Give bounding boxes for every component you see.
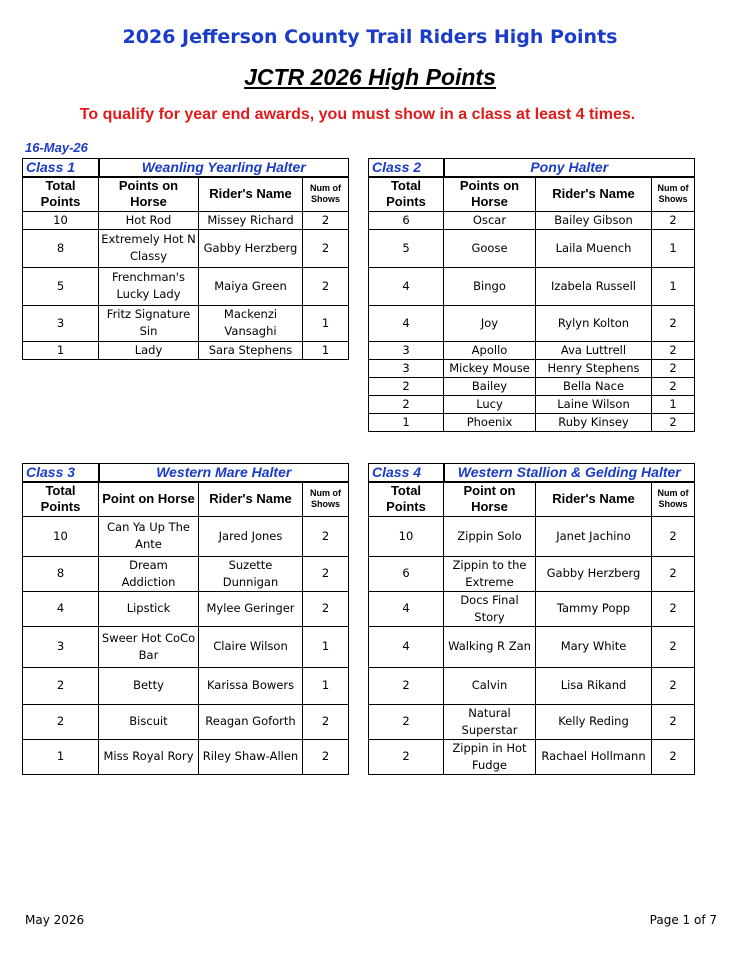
- cell-points: 8: [23, 556, 99, 591]
- cell-shows: 2: [652, 516, 695, 556]
- cell-rider: Laine Wilson: [536, 395, 652, 413]
- cell-points: 2: [369, 667, 444, 704]
- cell-shows: 2: [652, 704, 695, 739]
- header-horse: Point on Horse: [444, 482, 536, 516]
- cell-points: 10: [369, 516, 444, 556]
- cell-shows: 2: [303, 229, 349, 267]
- table-row: [369, 211, 695, 229]
- cell-points: 4: [369, 267, 444, 305]
- class-2-table: [368, 158, 695, 432]
- cell-horse: Zippin Solo: [444, 516, 536, 556]
- cell-points: 4: [369, 626, 444, 667]
- cell-points: 5: [369, 229, 444, 267]
- cell-rider: Laila Muench: [536, 229, 652, 267]
- cell-rider: Ruby Kinsey: [536, 413, 652, 431]
- header-row: [23, 177, 349, 211]
- cell-horse: Betty: [99, 667, 199, 704]
- cell-points: 3: [23, 305, 99, 341]
- cell-points: 2: [23, 667, 99, 704]
- cell-points: 4: [369, 305, 444, 341]
- header-horse: Points on Horse: [444, 177, 536, 211]
- cell-horse: Docs Final Story: [444, 591, 536, 626]
- cell-points: 10: [23, 516, 99, 556]
- cell-points: 2: [369, 377, 444, 395]
- header-horse: Point on Horse: [99, 482, 199, 516]
- class-caption: [23, 464, 349, 483]
- table-row: [23, 516, 349, 556]
- cell-points: 2: [369, 739, 444, 774]
- cell-shows: 1: [652, 395, 695, 413]
- cell-shows: 2: [652, 556, 695, 591]
- footer-date: May 2026: [25, 913, 85, 927]
- cell-rider: Gabby Herzberg: [199, 229, 303, 267]
- cell-rider: Reagan Goforth: [199, 704, 303, 739]
- cell-shows: 2: [652, 626, 695, 667]
- header-shows: Num of Shows: [303, 177, 349, 211]
- header-rider: Rider's Name: [199, 482, 303, 516]
- cell-points: 1: [23, 341, 99, 359]
- cell-rider: Henry Stephens: [536, 359, 652, 377]
- cell-shows: 2: [303, 739, 349, 774]
- cell-rider: Mylee Geringer: [199, 591, 303, 626]
- table-row: [369, 591, 695, 626]
- cell-rider: Rylyn Kolton: [536, 305, 652, 341]
- class-name: Western Mare Halter: [99, 464, 349, 483]
- class-4-table: [368, 463, 695, 775]
- cell-shows: 1: [652, 229, 695, 267]
- cell-rider: Mackenzi Vansaghi: [199, 305, 303, 341]
- cell-horse: Extremely Hot N Classy: [99, 229, 199, 267]
- cell-shows: 1: [303, 667, 349, 704]
- class-1-table: [22, 158, 349, 360]
- page-number: Page 1 of 7: [649, 913, 717, 927]
- cell-shows: 2: [652, 305, 695, 341]
- class-id: Class 2: [369, 159, 444, 178]
- table-row: [369, 305, 695, 341]
- cell-shows: 2: [652, 341, 695, 359]
- cell-points: 5: [23, 267, 99, 305]
- cell-rider: Bella Nace: [536, 377, 652, 395]
- header-horse: Points on Horse: [99, 177, 199, 211]
- header-row: [369, 177, 695, 211]
- cell-horse: Natural Superstar: [444, 704, 536, 739]
- cell-shows: 2: [652, 413, 695, 431]
- header-points: Total Points: [369, 177, 444, 211]
- cell-horse: Phoenix: [444, 413, 536, 431]
- cell-horse: Dream Addiction: [99, 556, 199, 591]
- document-subtitle: JCTR 2026 High Points: [244, 64, 496, 90]
- cell-horse: Frenchman's Lucky Lady: [99, 267, 199, 305]
- cell-horse: Lipstick: [99, 591, 199, 626]
- cell-horse: Calvin: [444, 667, 536, 704]
- table-row: [23, 739, 349, 774]
- header-points: Total Points: [369, 482, 444, 516]
- table-row: [23, 305, 349, 341]
- class-name: Weanling Yearling Halter: [99, 159, 349, 178]
- cell-rider: Tammy Popp: [536, 591, 652, 626]
- cell-points: 2: [369, 395, 444, 413]
- cell-shows: 2: [303, 704, 349, 739]
- cell-horse: Hot Rod: [99, 211, 199, 229]
- table-row: [23, 704, 349, 739]
- cell-shows: 2: [303, 591, 349, 626]
- cell-horse: Joy: [444, 305, 536, 341]
- cell-horse: Apollo: [444, 341, 536, 359]
- header-shows: Num of Shows: [652, 177, 695, 211]
- cell-horse: Oscar: [444, 211, 536, 229]
- cell-shows: 2: [652, 377, 695, 395]
- table-row: [369, 267, 695, 305]
- class-id: Class 3: [23, 464, 99, 483]
- header-shows: Num of Shows: [303, 482, 349, 516]
- cell-horse: Zippin to the Extreme: [444, 556, 536, 591]
- table-row: [369, 667, 695, 704]
- cell-horse: Goose: [444, 229, 536, 267]
- cell-horse: Can Ya Up The Ante: [99, 516, 199, 556]
- class-caption: [369, 159, 695, 178]
- cell-shows: 2: [303, 267, 349, 305]
- class-id: Class 1: [23, 159, 99, 178]
- table-row: [369, 413, 695, 431]
- report-date: 16-May-26: [25, 140, 88, 155]
- header-rider: Rider's Name: [199, 177, 303, 211]
- cell-rider: Izabela Russell: [536, 267, 652, 305]
- cell-shows: 1: [303, 341, 349, 359]
- table-row: [369, 556, 695, 591]
- cell-shows: 1: [652, 267, 695, 305]
- header-shows: Num of Shows: [652, 482, 695, 516]
- cell-shows: 2: [652, 667, 695, 704]
- header-rider: Rider's Name: [536, 482, 652, 516]
- cell-rider: Janet Jachino: [536, 516, 652, 556]
- cell-rider: Gabby Herzberg: [536, 556, 652, 591]
- cell-horse: Bailey: [444, 377, 536, 395]
- cell-horse: Lucy: [444, 395, 536, 413]
- table-row: [369, 739, 695, 774]
- cell-horse: Fritz Signature Sin: [99, 305, 199, 341]
- cell-rider: Riley Shaw-Allen: [199, 739, 303, 774]
- cell-horse: Zippin in Hot Fudge: [444, 739, 536, 774]
- header-rider: Rider's Name: [536, 177, 652, 211]
- table-row: [369, 341, 695, 359]
- cell-points: 1: [369, 413, 444, 431]
- table-row: [23, 591, 349, 626]
- cell-points: 1: [23, 739, 99, 774]
- cell-points: 8: [23, 229, 99, 267]
- cell-shows: 2: [303, 556, 349, 591]
- header-points: Total Points: [23, 177, 99, 211]
- table-row: [369, 626, 695, 667]
- cell-rider: Missey Richard: [199, 211, 303, 229]
- cell-points: 3: [369, 341, 444, 359]
- header-row: [23, 482, 349, 516]
- cell-shows: 2: [652, 359, 695, 377]
- table-row: [23, 667, 349, 704]
- table-row: [23, 556, 349, 591]
- table-row: [369, 359, 695, 377]
- document-title: 2026 Jefferson County Trail Riders High Points: [122, 26, 618, 48]
- cell-points: 3: [23, 626, 99, 667]
- header-row: [369, 482, 695, 516]
- cell-rider: Sara Stephens: [199, 341, 303, 359]
- cell-rider: Claire Wilson: [199, 626, 303, 667]
- cell-points: 3: [369, 359, 444, 377]
- cell-points: 10: [23, 211, 99, 229]
- cell-rider: Lisa Rikand: [536, 667, 652, 704]
- class-3-table: [22, 463, 349, 775]
- cell-points: 2: [369, 704, 444, 739]
- cell-rider: Karissa Bowers: [199, 667, 303, 704]
- table-row: [369, 704, 695, 739]
- table-row: [369, 516, 695, 556]
- class-name: Western Stallion & Gelding Halter: [444, 464, 695, 483]
- cell-horse: Sweer Hot CoCo Bar: [99, 626, 199, 667]
- table-row: [23, 626, 349, 667]
- cell-horse: Miss Royal Rory: [99, 739, 199, 774]
- cell-shows: 1: [303, 305, 349, 341]
- cell-shows: 2: [303, 211, 349, 229]
- cell-shows: 2: [652, 211, 695, 229]
- cell-horse: Lady: [99, 341, 199, 359]
- class-id: Class 4: [369, 464, 444, 483]
- cell-shows: 2: [652, 739, 695, 774]
- cell-shows: 1: [303, 626, 349, 667]
- cell-rider: Kelly Reding: [536, 704, 652, 739]
- class-caption: [23, 159, 349, 178]
- cell-rider: Rachael Hollmann: [536, 739, 652, 774]
- cell-rider: Ava Luttrell: [536, 341, 652, 359]
- class-caption: [369, 464, 695, 483]
- cell-points: 4: [23, 591, 99, 626]
- cell-shows: 2: [652, 591, 695, 626]
- qualification-notice: To qualify for year end awards, you must show in a class at least 4 times.: [79, 106, 636, 123]
- cell-shows: 2: [303, 516, 349, 556]
- cell-horse: Mickey Mouse: [444, 359, 536, 377]
- cell-points: 6: [369, 556, 444, 591]
- cell-horse: Bingo: [444, 267, 536, 305]
- table-row: [369, 395, 695, 413]
- cell-rider: Suzette Dunnigan: [199, 556, 303, 591]
- cell-rider: Mary White: [536, 626, 652, 667]
- table-row: [369, 377, 695, 395]
- cell-rider: Jared Jones: [199, 516, 303, 556]
- table-row: [23, 229, 349, 267]
- header-points: Total Points: [23, 482, 99, 516]
- table-row: [23, 341, 349, 359]
- cell-rider: Maiya Green: [199, 267, 303, 305]
- cell-rider: Bailey Gibson: [536, 211, 652, 229]
- cell-points: 6: [369, 211, 444, 229]
- table-row: [23, 267, 349, 305]
- cell-points: 2: [23, 704, 99, 739]
- cell-points: 4: [369, 591, 444, 626]
- cell-horse: Walking R Zan: [444, 626, 536, 667]
- class-name: Pony Halter: [444, 159, 695, 178]
- table-row: [23, 211, 349, 229]
- table-row: [369, 229, 695, 267]
- cell-horse: Biscuit: [99, 704, 199, 739]
